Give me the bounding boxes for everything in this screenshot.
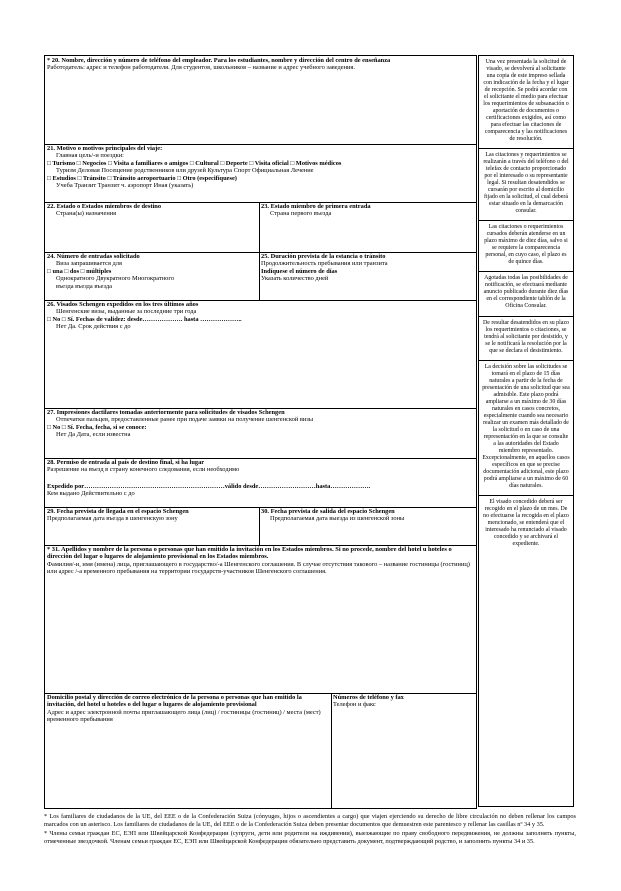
field-21-ru-title: Главная цель/-и поездки:	[56, 152, 124, 160]
field-23-first-entry[interactable]	[259, 202, 476, 252]
field-27-options[interactable]: □ No □ Sí. Fecha, fecha, si se conoce:	[47, 423, 147, 431]
field-30-title: 30. Fecha prevista de salida del espacio Schengen	[261, 508, 395, 515]
field-28-title: 28. Permiso de entrada al país de destino final, si ha lugar	[47, 459, 205, 466]
footnote-ru: * Члены семьи граждан ЕС, ЕЭП или Швейцарской Конфедерации (супруги, дети или родители на иждивении), выезжающие по праву свободного передвижения, не должны заполнять пункты, отмеченные звездочкой. Членам семьи граждан ЕС, ЕЭП или Швейцарской Конфедерации обязательно представить документ, подтверждающий родство, и заполнить пункты 34 и 35.	[44, 830, 576, 845]
field-25-sub-ru: Указать количество дней	[261, 275, 329, 283]
side-note-1: Una vez presentada la solicitud de visado, se devolverá al solicitante una copia de este impreso sellada con indicación de la fecha y el lugar de recepción. Se podrá acordar con el solicitante el medio para efectuar los requerimientos de subsanación o aportación de documentos o certificaciones exigidos, así como para efectuar las citaciones de comparecencia y las notificaciones de resolución.	[483, 59, 569, 143]
field-21-options-row1-ru: Туризм Деловая Посещение родственников или друзей Культура Спорт Официальная Лечение	[56, 167, 314, 175]
field-24-ru: Виза запрашивается для	[56, 260, 122, 268]
field-inviter-phone-ru: Телефон и факс	[333, 701, 376, 709]
field-30-departure-date[interactable]	[259, 507, 476, 545]
field-24-entries[interactable]	[45, 252, 259, 300]
field-22-destination[interactable]	[45, 202, 259, 252]
field-inviter-address-title: Domicilio postal y dirección de correo electrónico de la persona o personas que han emitido la invitación, del hotel u hoteles o del lugar o lugares de alojamiento provisional	[47, 694, 302, 709]
field-26-options-ru: Нет Да. Срок действия с до	[56, 323, 131, 331]
field-23-title: 23. Estado miembro de primera entrada	[261, 203, 371, 210]
application-form-table	[44, 55, 477, 809]
field-21-title: 21. Motivo o motivos principales del viaje:	[47, 145, 163, 152]
field-27-ru: Отпечатки пальцев, предоставленные ранее при подаче заявки на получение шенгенской визы	[56, 416, 314, 424]
field-28-entry-permit[interactable]	[45, 458, 476, 507]
field-29-title: 29. Fecha prevista de llegada en el espacio Schengen	[47, 508, 189, 515]
field-30-ru: Предполагаемая дата выезда из шенгенской зоны	[270, 515, 405, 523]
field-31-inviting-person[interactable]	[45, 545, 476, 693]
field-25-duration[interactable]	[259, 252, 476, 300]
footnotes	[44, 813, 576, 847]
field-29-arrival-date[interactable]	[45, 507, 259, 545]
field-24-title: 24. Número de entradas solicitado	[47, 253, 140, 260]
field-29-ru: Предполагаемая дата въезда в шенгенскую зону	[47, 515, 178, 523]
field-24-options[interactable]: □ una □ dos □ múltiples	[47, 267, 112, 275]
field-21-options-row1[interactable]: □ Turismo □ Negocios □ Visita a familiares o amigos □ Cultural □ Deporte □ Visita oficial □ Motivos médicos	[47, 159, 342, 167]
side-note-2: Las citaciones y requerimientos se realizarán a través del teléfono o del telefax de contacto proporcionado por el interesado o su representante legal. Si resultan desatendidos se cursarán por escrito al domicilio fijado en la solicitud, el cual deberá estar situado en la demarcación consular.	[483, 152, 569, 215]
field-25-ru: Продолжительность пребывания или транзита	[261, 260, 388, 268]
field-inviter-address[interactable]	[45, 693, 331, 808]
field-31-title: * 31. Apellidos y nombre de la persona o personas que han emitido la invitación en los Estados miembros. Si no procede, nombre del hotel u hoteles o dirección del lugar o lugares de alojamiento provisional en los Estados miembros.	[47, 546, 452, 561]
field-20-ru: Работодатель: адрес и телефон работодателя. Для студентов, школьников – название и адрес учебного заведения.	[47, 64, 355, 72]
footnote-es: * Los familiares de ciudadanos de la UE, del EEE o de la Confederación Suiza (cónyuges, hijos o ascendientes a cargo) que viajen ejerciendo su derecho de libre circulación no deben rellenar los campos marcados con un asterisco. Los familiares de ciudadanos de la UE, del EEE o de la Confederación Suiza deben presentar documentos que demuestren este parentesco y rellenar las casillas nº 34 y 35.	[44, 813, 576, 828]
field-27-fingerprints[interactable]	[45, 408, 476, 458]
field-26-previous-visas[interactable]	[45, 300, 476, 408]
field-27-title: 27. Impresiones dactilares tomadas anteriormente para solicitudes de visados Schengen	[47, 409, 285, 416]
side-note-7: El visado concedido deberá ser recogido en el plazo de un mes. De no efectuarse la recogida en el plazo mencionado, se entenderá que el interesado ha renunciado al visado concedido y se archivará el expediente.	[483, 498, 569, 547]
field-22-ru: Страна(ы) назначения	[56, 210, 117, 218]
side-note-4: Agotadas todas las posibilidades de notificación, se efectuará mediante anuncio publicado durante diez días en el correspondiente tablón de la Oficina Consular.	[483, 275, 569, 310]
field-27-options-ru: Нет Да Дата, если известна	[56, 431, 131, 439]
field-21-options-row2-ru: Учеба Транзит Транзит ч. аэропорт Иная (указать)	[56, 182, 194, 190]
field-28-ru: Разрешение на въезд в страну конечного следования, если необходимо	[47, 466, 240, 474]
field-inviter-phone[interactable]	[331, 693, 476, 808]
field-25-title: 25. Duración prevista de la estancia o tránsito	[261, 253, 386, 260]
side-note-6: La decisión sobre las solicitudes se tomará en el plazo de 15 días naturales a partir de la fecha de presentación de una solicitud que sea admisible. Este plazo podrá ampliarse a un máximo de 30 días naturales en casos concretos, especialmente cuando sea necesario realizar un examen más detallado de la solicitud o en caso de una representación en la que se consulte a las autoridades del Estado miembro representado. Excepcionalmente, en aquellos casos específicos en que se precise documentación adicional, este plazo podrá ampliarse a un máximo de 60 días naturales.	[482, 363, 570, 489]
field-inviter-phone-title: Números de teléfono y fax	[333, 694, 404, 701]
field-22-title: 22. Estado o Estados miembros de destino	[47, 203, 162, 210]
field-28-issued-by-ru: Кем выдано Действительно с до	[47, 490, 135, 498]
side-notes-column	[478, 55, 574, 807]
field-23-ru: Страна первого въезда	[270, 210, 332, 218]
side-note-3: Las citaciones o requerimientos cursados deberán atenderse en un plazo máximo de diez días, salvo si se requiere la comparecencia personal, en cuyo caso, el plazo es de quince días.	[484, 224, 568, 266]
field-31-ru: Фамилия/-и, имя (имена) лица, приглашающего в государство/-а Шенгенского соглашения. В случае отсутствия такового – название гостиницы (гостиниц) или адрес /-а временного пребывания на территории государств-участников Шенгенского соглашения.	[47, 560, 470, 576]
field-21-options-row2[interactable]: □ Estudios □ Tránsito □ Tránsito aeroportuario □ Otro (especifíquese)	[47, 174, 237, 182]
field-26-title: 26. Visados Schengen expedidos en los tres últimos años	[47, 301, 199, 308]
field-24-options-ru1: Однократного Двукратного Многократного	[56, 275, 175, 283]
field-24-options-ru2: въезда въезда въезда	[56, 282, 112, 290]
side-note-5: De resultar desatendidos en su plazo los requerimientos o citaciones, se tendrá al solicitante por desistido, y se le notificará la resolución por la que se declara el desistimiento.	[483, 319, 569, 354]
field-26-options[interactable]: □ No □ Sí. Fechas de validez: desde………………. hasta ………………..	[47, 315, 242, 323]
field-inviter-address-ru: Адрес и адрес электронной почты приглашающего лица (лиц) / гостиницы (гостиниц) / места (мест) временного пребывания	[47, 708, 321, 724]
field-20-title: * 20. Nombre, dirección y número de teléfono del empleador. Para los estudiantes, nombre y dirección del centro de enseñanza	[47, 57, 391, 64]
field-25-sub: Indíquese el número de días	[261, 267, 338, 275]
field-20-employer[interactable]	[45, 56, 476, 144]
field-21-purpose[interactable]	[45, 144, 476, 202]
field-28-issued-by[interactable]: Expedido por…………………………………………………………válido desde………………………hasta……………….	[47, 482, 371, 490]
field-26-ru: Шенгенские визы, выданные за последние три года	[56, 308, 197, 316]
